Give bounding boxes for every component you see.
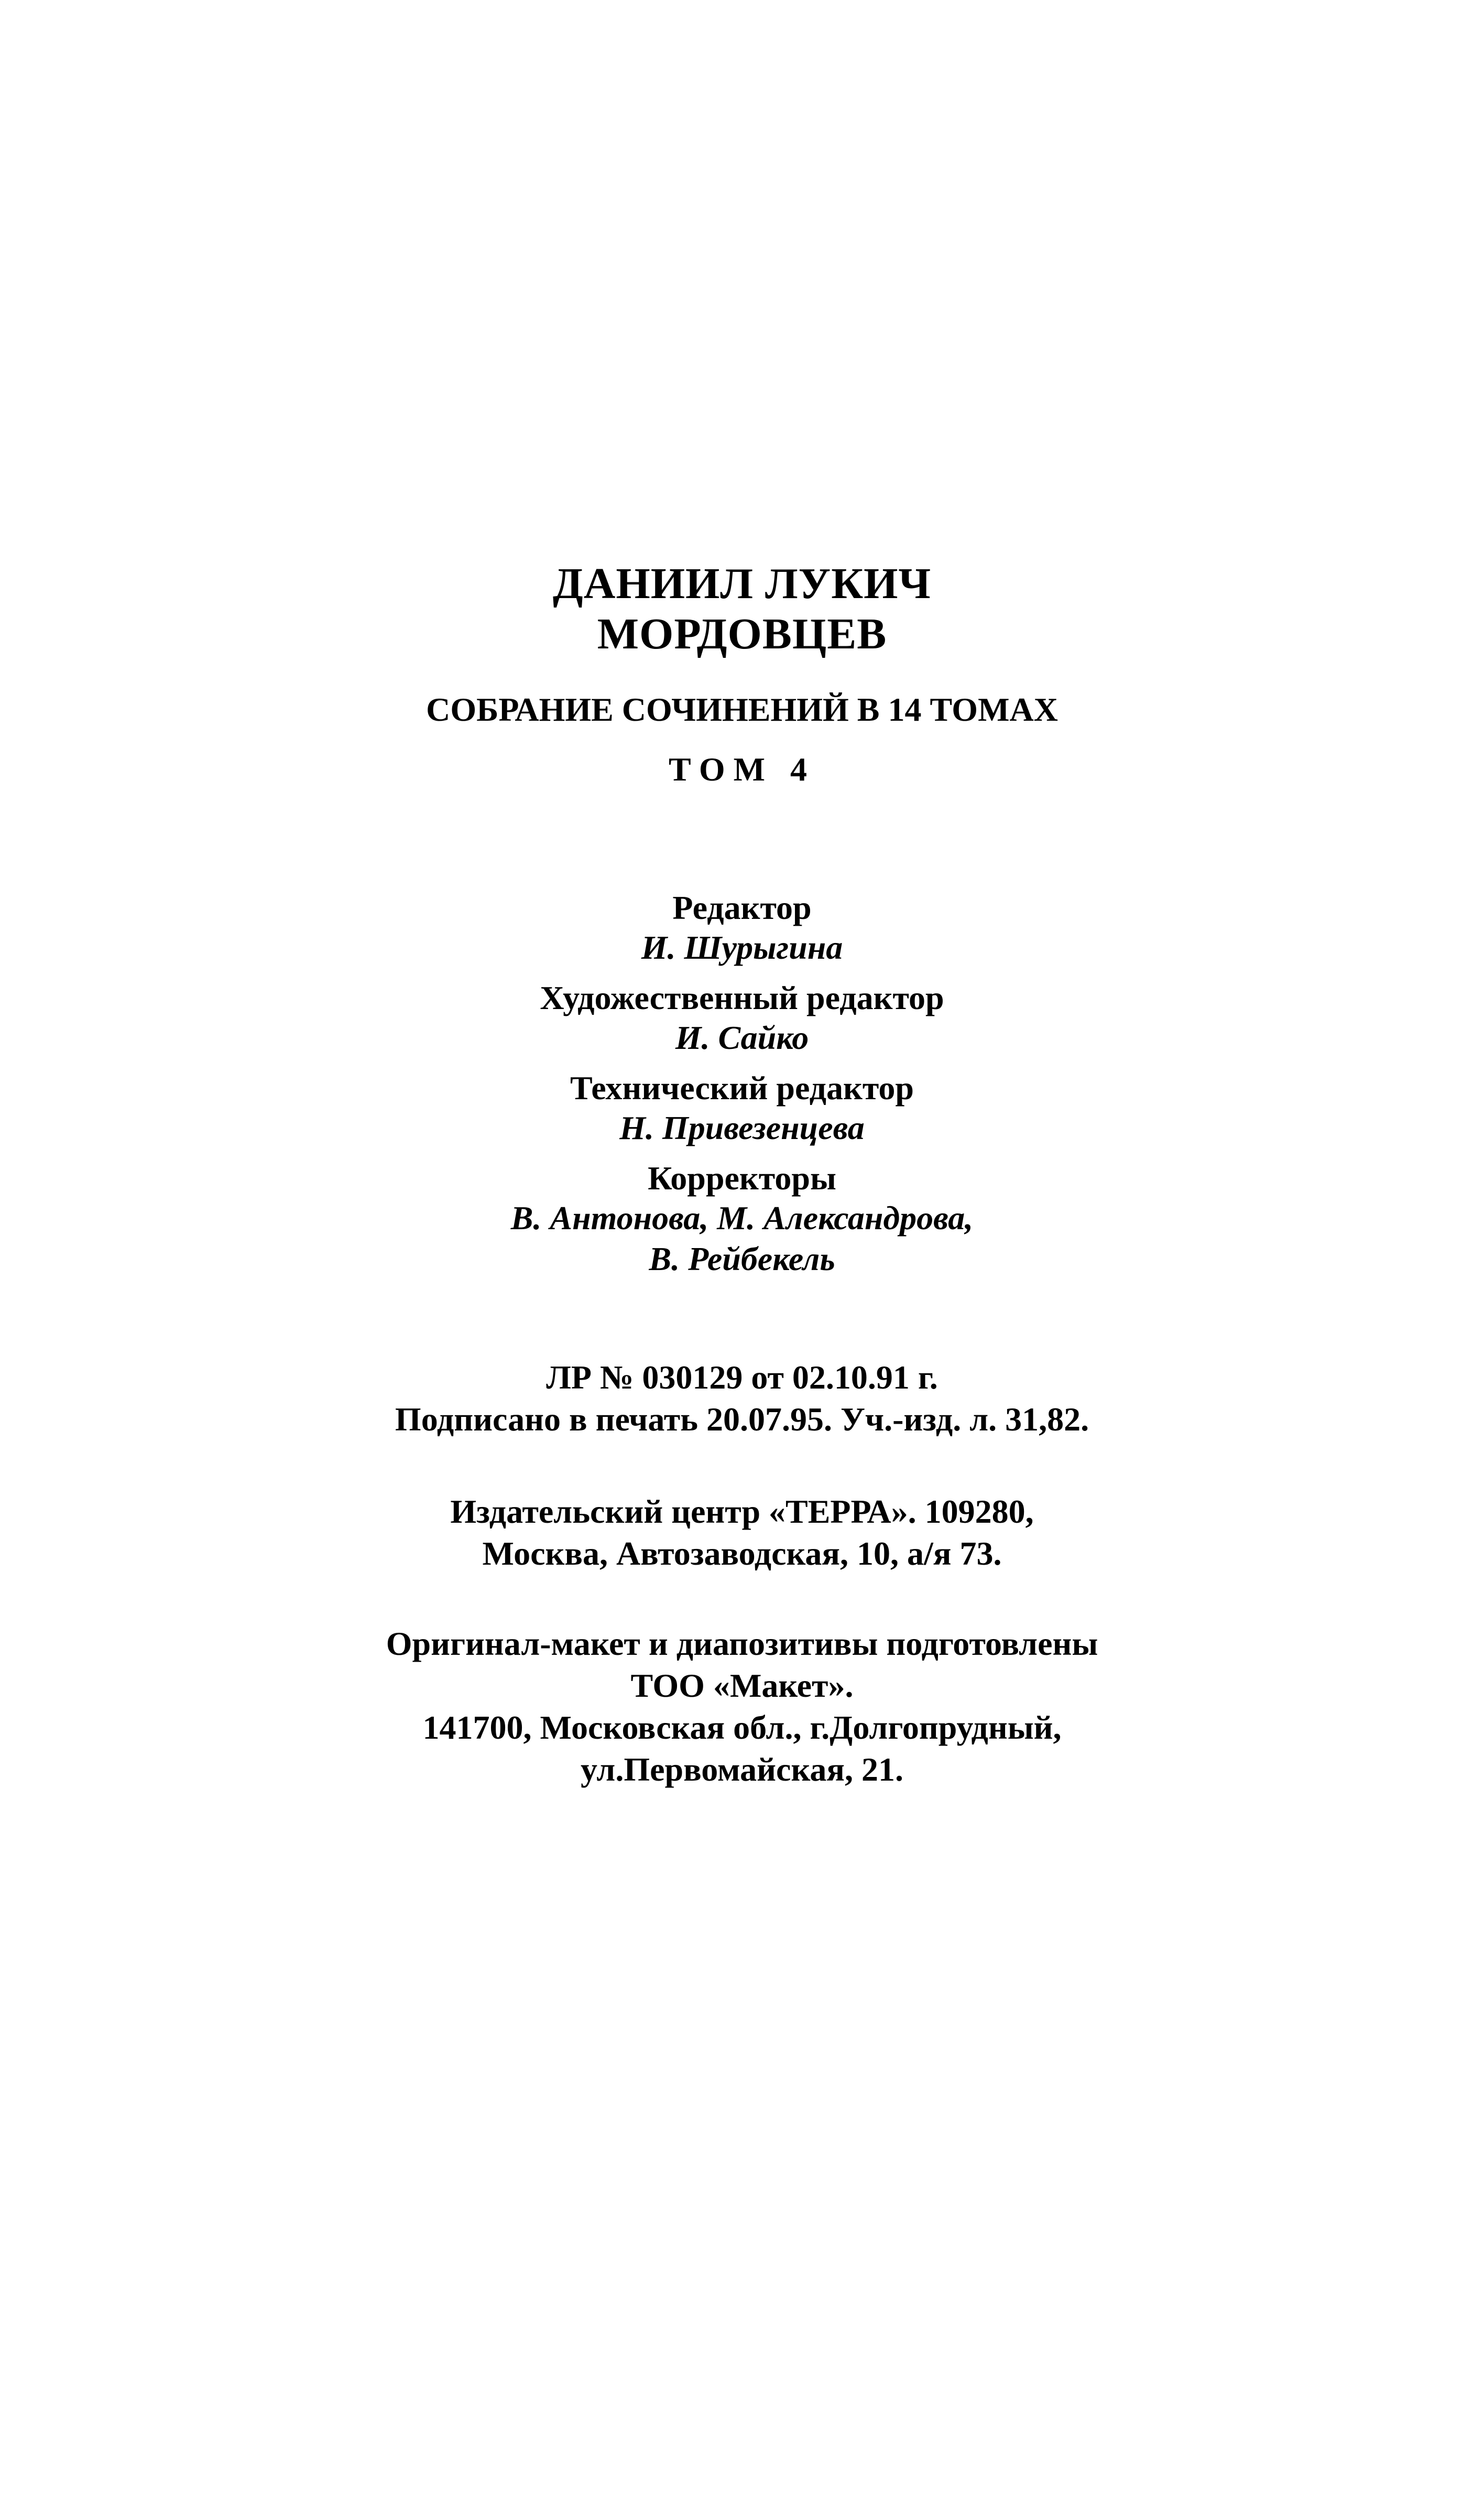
publisher-line2: Москва, Автозаводская, 10, а/я 73.: [482, 1535, 1002, 1572]
proofreaders-names-line1: В. Антонова, М. Александрова,: [510, 1199, 974, 1237]
license-line2: Подписано в печать 20.07.95. Уч.-изд. л. 31,82.: [395, 1401, 1089, 1438]
volume-number: ТОМ 4: [668, 751, 816, 788]
editor-name: И. Шурыгина: [641, 929, 843, 966]
collection-title: СОБРАНИЕ СОЧИНЕНИЙ В 14 ТОМАХ: [426, 691, 1058, 728]
author-name-line2: МОРДОВЦЕВ: [597, 610, 887, 658]
publisher-line1: Издательский центр «ТЕРРА». 109280,: [450, 1493, 1034, 1530]
author-name-line1: ДАНИИЛ ЛУКИЧ: [552, 559, 932, 608]
tech-editor-role: Технический редактор: [570, 1069, 914, 1107]
editor-role: Редактор: [672, 889, 812, 926]
prepress-line2: ТОО «Макет».: [630, 1667, 854, 1704]
art-editor-role: Художественный редактор: [540, 979, 944, 1016]
prepress-line1: Оригинал-макет и диапозитивы подготовлены: [386, 1625, 1098, 1662]
proofreaders-names-line2: В. Рейбекель: [649, 1240, 835, 1277]
prepress-line3: 141700, Московская обл., г.Долгопрудный,: [422, 1709, 1062, 1746]
art-editor-name: И. Сайко: [675, 1019, 809, 1056]
prepress-line4: ул.Первомайская, 21.: [581, 1751, 903, 1788]
license-line1: ЛР № 030129 от 02.10.91 г.: [546, 1359, 938, 1396]
proofreaders-role: Корректоры: [648, 1159, 836, 1197]
tech-editor-name: Н. Привезенцева: [619, 1109, 865, 1146]
